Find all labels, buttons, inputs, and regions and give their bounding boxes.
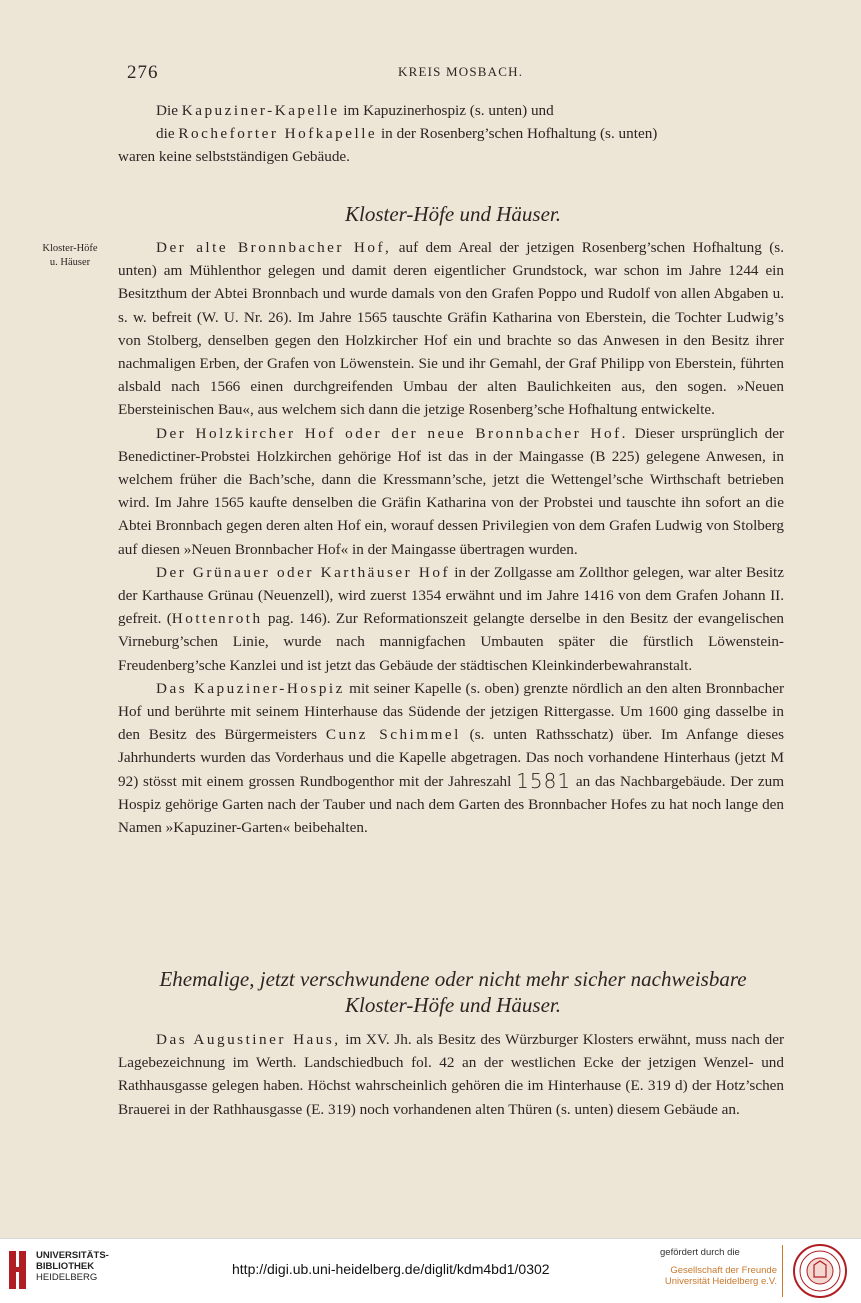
intro-line-1: Die Kapuziner-Kapelle im Kapuzinerhospiz (s. unten) und — [156, 102, 554, 119]
paragraph-kapuziner-hospiz: Das Kapuziner-Hospiz mit seiner Kapelle (s. oben) grenzte nördlich an den alten Bronnbacher Hof und berührte mit seinem Hinterhause das Südende der jetzigen Rittergasse. Um 1600 ging dasselbe in den Besitz des Bürgermeisters Cunz Schimmel (s. unten Rathsschatz) über. Im Anfange dieses Jahrhunderts wurden das Vorderhaus und die Kapelle abgetragen. Das noch vorhandene Hinterhaus (jetzt M 92) stösst mit einem grossen Rundbogenthor mit der Jahreszahl 1581 an das Nachbargebäude. Der zum Hospiz gehörige Garten nach der Tauber und nach dem Garten des Bronnbacher Hofes zu hat noch lange den Namen »Kapuziner-Garten« beibehalten. — [118, 679, 785, 837]
intro-line-3: waren keine selbstständigen Gebäude. — [118, 148, 350, 166]
library-logo-icon — [8, 1249, 30, 1291]
running-head: KREIS MOSBACH. — [398, 64, 524, 79]
funded-by-label: gefördert durch die — [660, 1247, 740, 1258]
paragraph-bronnbacher-hof: Der alte Bronnbacher Hof, auf dem Areal der jetzigen Rosenberg’schen Hofhaltung (s. unten) am Mühlenthor gelegen und damit deren eigentlicher Grundstock, war schon im Jahre 1244 ein Besitzthum der Abtei Bronnbach und wurde damals von den Grafen Poppo und Rudolf von allen Abgaben u. s. w. befreit (W. U. Nr. 26). Im Jahre 1565 tauschte Gräfin Katharina von Eberstein, die Tochter Ludwig’s von Stolberg, denselben gegen den Holzkircher Hof ein und brachte so das Anwesen in den Besitz ihrer nachmaligen Erben, der Grafen von Löwenstein. Sie und ihr Gemahl, der Graf Philipp von Eberstein, führten alsbald nach 1566 einen durchgreifenden Umbau der alten Baulichkeiten aus, den sogen. »Neuen Ebersteinischen Bau«, aus welchem sich dann die jetzige Rosenberg’sche Hofhaltung entwickelte. — [118, 239, 784, 419]
intro-block — [118, 99, 784, 169]
library-name: UNIVERSITÄTS- BIBLIOTHEK HEIDELBERG — [36, 1250, 109, 1283]
page-header — [0, 62, 861, 86]
paragraph-holzkircher-hof: Der Holzkircher Hof oder der neue Bronnbacher Hof. Dieser ursprünglich der Benedictiner-Probstei Holzkirchen gehörige Hof ist das in der Maingasse (B 225) gelegene Anwesen, in welchem früher die Bach’sche, dann die Kressmann’sche, jetzt die Wettengel’sche Wirthschaft betrieben wird. Im Jahre 1565 kaufte denselben die Gräfin Katharina von der Probstei und tauschte ihn sofort an die Abtei Bronnbach gegen deren alten Hof ein, worauf dessen Privilegien von dem Grafen Ludwig von Stolberg auf diesen »Neuen Bronnbacher Hof« in der Maingasse übertragen wurden. — [118, 424, 785, 558]
section2-heading: Ehemalige, jetzt verschwundene oder nicht mehr sicher nachweisbare Kloster-Höfe und Häuser. — [159, 967, 747, 1017]
footer-bar — [0, 1238, 861, 1303]
society-name: Gesellschaft der Freunde Universität Heidelberg e.V. — [664, 1265, 777, 1287]
paragraph-gruenauer-hof: Der Grünauer oder Karthäuser Hof in der Zollgasse am Zollthor gelegen, war alter Besitz der Karthause Grünau (Neuenzell), wird zuerst 1354 erwähnt und im Jahre 1416 von dem Grafen Johann II. gefreit. (Hottenroth pag. 146). Zur Reformationszeit gelangte derselbe in den Besitz der evangelischen Virneburg’schen Linie, wurde nach mannigfachen Umbauten später die fürstlich Löwenstein-Freudenberg’sche Kanzlei und ist jetzt das Gebäude der städtischen Kleinkinderbewahranstalt. — [118, 563, 785, 674]
intro-line-2: die Rocheforter Hofkapelle in der Rosenberg’schen Hofhaltung (s. unten) — [156, 125, 658, 143]
section-heading: Kloster-Höfe und Häuser. — [345, 202, 561, 226]
page-number: 276 — [127, 62, 159, 83]
handwritten-year: 1581 — [516, 768, 572, 793]
section2-body — [118, 1028, 784, 1121]
footer-divider — [782, 1245, 783, 1297]
document-url-link[interactable]: http://digi.ub.uni-heidelberg.de/diglit/kdm4bd1/0302 — [232, 1261, 550, 1277]
university-seal-icon — [792, 1243, 848, 1299]
section-body — [118, 236, 784, 839]
paragraph-augustiner-haus: Das Augustiner Haus, im XV. Jh. als Besitz des Würzburger Klosters erwähnt, muss nach der Lagebezeichnung im Werth. Landschiedbuch fol. 42 an der westlichen Ecke der jetzigen Wenzel- und Rathhausgasse gelegen haben. Höchst wahrscheinlich gehören die im Hinterhause (E. 319 d) der Hotz’schen Brauerei in der Rathhausgasse (E. 319) noch vorhandenen alten Thüren (s. unten) diesem Gebäude an. — [118, 1031, 785, 1118]
marginal-note: Kloster-Höfe u. Häuser — [42, 243, 98, 268]
